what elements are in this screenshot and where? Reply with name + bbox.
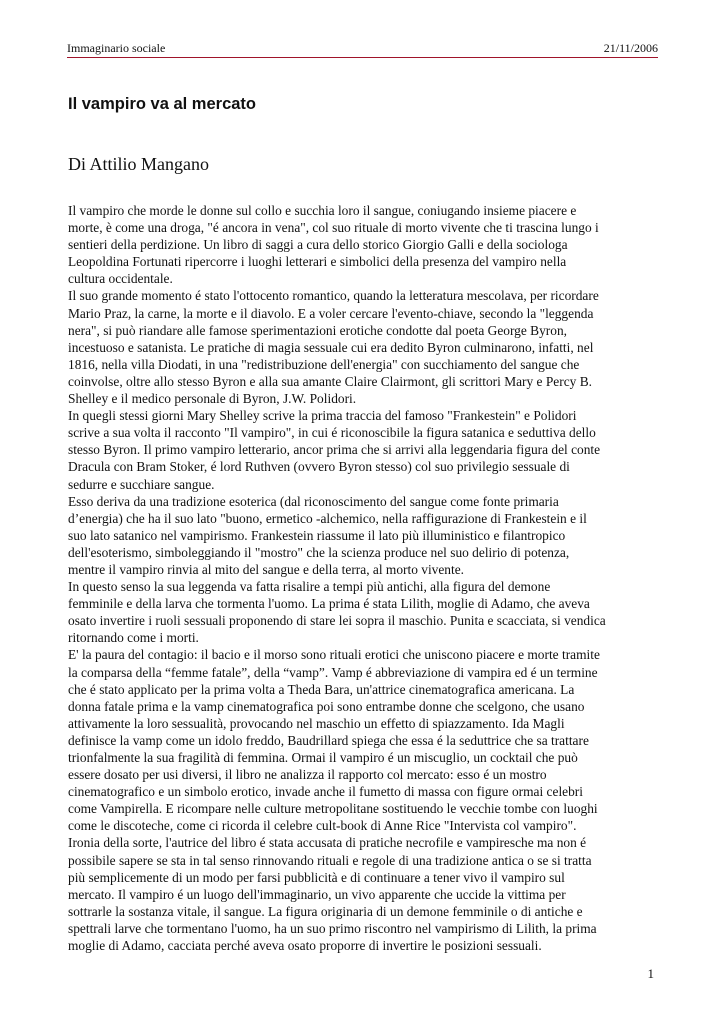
body-line: essere dosato per usi diversi, il libro ne analizza il rapporto col mercato: esso é un mostro bbox=[68, 767, 547, 783]
body-line: definisce la vamp come un idolo freddo, Baudrillard spiega che essa é la seduttrice che sa trattare bbox=[68, 732, 589, 748]
body-line: ritornando come i morti. bbox=[68, 630, 199, 646]
body-line: la comparsa della “femme fatale”, della “vamp”. Vamp é abbreviazione di vampira ed é un termine bbox=[68, 664, 598, 680]
page-number: 1 bbox=[647, 966, 654, 981]
article-body bbox=[68, 202, 662, 954]
article-title: Il vampiro va al mercato bbox=[68, 95, 257, 113]
body-line: moglie di Adamo, cacciata perché aveva osato proporre di invertire le posizioni sessuali. bbox=[68, 938, 542, 954]
body-line: osato invertire i ruoli sessuali proponendo di stare lei sopra il maschio. Punita e scacciata, si vendica bbox=[68, 613, 606, 629]
body-line: Shelley e il medico personale di Byron, J.W. Polidori. bbox=[68, 391, 357, 407]
body-line: Esso deriva da una tradizione esoterica (dal riconoscimento del sangue come fonte primaria bbox=[68, 493, 559, 509]
body-line: mercato. Il vampiro é un luogo dell'immaginario, un vivo apparente che uccide la vittima per bbox=[68, 886, 566, 902]
body-line: più semplicemente di un modo per farsi pubblicità e di continuare a tener vivo il vampiro sul bbox=[68, 869, 565, 885]
body-line: sottrarle la sostanza vitale, il sangue. La figura originaria di un demone femminile o di antiche e bbox=[68, 903, 583, 919]
body-line: E' la paura del contagio: il bacio e il morso sono rituali erotici che uniscono piacere e morte tramite bbox=[68, 647, 600, 663]
body-line: stesso Byron. Il primo vampiro letterario, ancor prima che si arrivi alla leggendaria figura del conte bbox=[68, 442, 601, 458]
body-line: come le discoteche, come ci ricorda il celebre cult-book di Anne Rice "Intervista col vampiro". bbox=[68, 818, 577, 834]
body-line: In questo senso la sua leggenda va fatta risalire a tempi più antichi, alla figura del demone bbox=[68, 579, 551, 595]
body-line: morte, è come una droga, "é ancora in vena", col suo rituale di morto vivente che ti trascina lungo i bbox=[68, 220, 599, 236]
body-line: dell'esoterismo, simboleggiando il "mostro" che la scienza produce nel suo delirio di potenza, bbox=[68, 544, 570, 560]
body-line: nera", si può riandare alle famose sperimentazioni erotiche condotte dal poeta George Byron, bbox=[68, 322, 567, 338]
body-line: possibile sapere se sta in tal senso rinnovando rituali e regole di una tradizione antica o se si tratta bbox=[68, 852, 592, 868]
body-line: Il suo grande momento é stato l'ottocento romantico, quando la letteratura mescolava, per ricordare bbox=[68, 288, 599, 304]
body-line: scrive a sua volta il racconto "Il vampiro", in cui é riconoscibile la figura satanica e seduttiva dello bbox=[68, 425, 596, 441]
body-line: Dracula con Bram Stoker, é lord Ruthven (ovvero Byron stesso) col suo privilegio sessuale di bbox=[68, 459, 570, 475]
header-date: 21/11/2006 bbox=[603, 41, 658, 55]
body-line: femminile e della larva che tormenta l'uomo. La prima é stata Lilith, moglie di Adamo, che aveva bbox=[68, 596, 590, 612]
body-line: cultura occidentale. bbox=[68, 271, 173, 287]
body-line: Ironia della sorte, l'autrice del libro é stata accusata di pratiche necrofile e vampiresche ma non é bbox=[68, 835, 587, 851]
body-line: incestuoso e satanista. Le pratiche di magia sessuale cui era dedito Byron culminarono, infatti, nel bbox=[68, 339, 594, 355]
body-line: attivamente la loro sessualità, provocando nel maschio un effetto di spiazzamento. Ida Magli bbox=[68, 715, 565, 731]
body-line: coinvolse, oltre allo stesso Byron e alla sua amante Claire Clairmont, gli scrittori Mary e Percy B. bbox=[68, 373, 592, 389]
body-line: In quegli stessi giorni Mary Shelley scrive la prima traccia del famoso "Frankestein" e Polidori bbox=[68, 408, 577, 424]
body-line: Leopoldina Fortunati ripercorre i luoghi letterari e simbolici della presenza del vampiro nella bbox=[68, 254, 567, 270]
body-line: donna fatale prima e la vamp cinematografica poi sono entrambe donne che scelgono, che usano bbox=[68, 698, 585, 714]
body-line: che é stato applicato per la prima volta a Theda Bara, un'attrice cinematografica americana. La bbox=[68, 681, 575, 697]
body-line: mentre il vampiro rinvia al mito del sangue e della terra, al morto vivente. bbox=[68, 561, 465, 577]
header-rule bbox=[67, 57, 658, 58]
body-line: come Vampirella. E ricompare nelle culture metropolitane sostituendo le vecchie tombe con luoghi bbox=[68, 801, 598, 817]
body-line: Mario Praz, la carne, la morte e il diavolo. E a voler cercare l'evento-chiave, secondo la "leggenda bbox=[68, 305, 594, 321]
body-line: Il vampiro che morde le donne sul collo e succhia loro il sangue, coniugando insieme piacere e bbox=[68, 203, 577, 218]
body-line: cinematografico e un simbolo erotico, invade anche il fumetto di massa con figure ormai celebri bbox=[68, 784, 583, 800]
body-line: sedurre e succhiare sangue. bbox=[68, 476, 215, 492]
body-line: suo lato satanico nel vampirismo. Frankestein riassume il lato più illuministico e filantropico bbox=[68, 527, 566, 543]
body-line: sentieri della perdizione. Un libro di saggi a cura dello storico Giorgio Galli e della sociologa bbox=[68, 237, 568, 253]
article-author: Di Attilio Mangano bbox=[68, 154, 209, 174]
body-line: d’energia) che ha il suo lato "buono, ermetico -alchemico, nella raffigurazione di Frankestein e il bbox=[68, 510, 587, 526]
body-line: spettrali larve che tormentano l'uomo, ha un suo primo riscontro nel vampirismo di Lilith, la prima bbox=[68, 920, 597, 936]
body-line: 1816, nella villa Diodati, in una "redistribuzione dell'energia" con succhiamento del sangue che bbox=[68, 356, 580, 372]
header-section-title: Immaginario sociale bbox=[67, 41, 166, 55]
body-line: trionfalmente la sua fragilità di femmina. Ormai il vampiro é un miscuglio, un cocktail che può bbox=[68, 750, 578, 765]
